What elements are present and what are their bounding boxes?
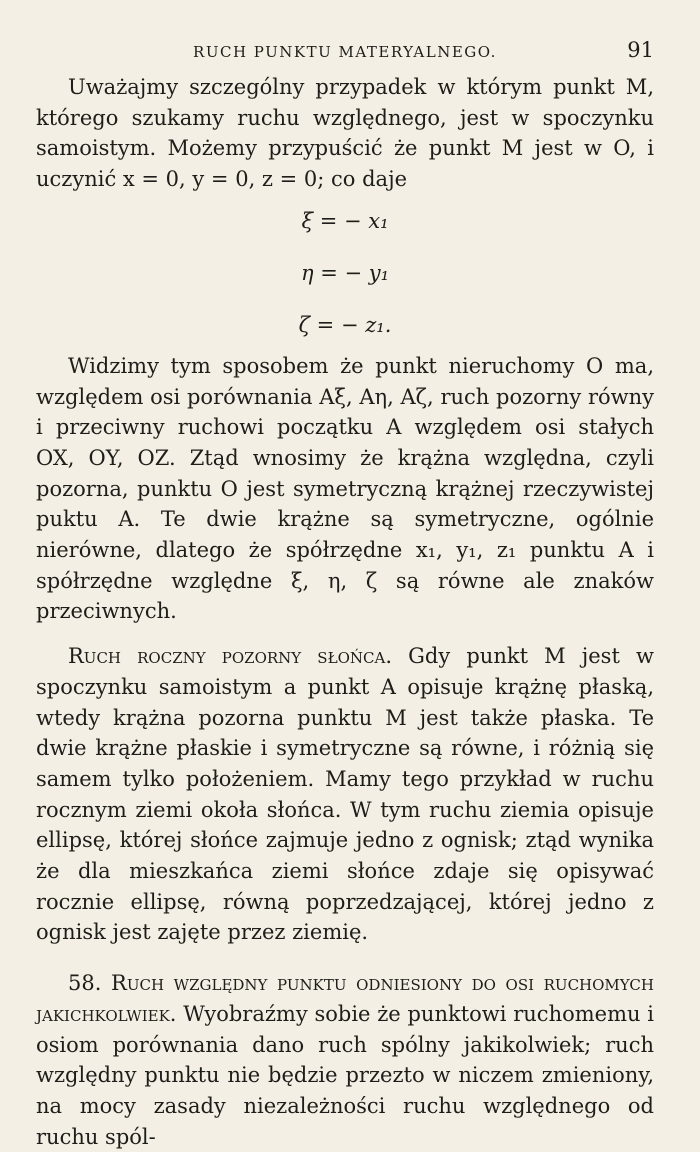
- paragraph-moving-axes: [36, 968, 654, 1152]
- paragraph-symmetric-paths: Widzimy tym sposobem że punkt nieruchomy O ma, względem osi porównania Aξ, Aη, Aζ, ruch pozorny równy i przeciwny ruchowi początku A względem osi stałych OX, OY, OZ. Ztąd wnosimy że krążna względna, czyli pozorna, punktu O jest symetryczną krążnej rzeczywistej puktu A. Te dwie krążne są symetryczne, ogólnie nierówne, dlatego że spółrzędne x₁, y₁, z₁ punktu A i spółrzędne względne ξ, η, ζ są równe ale znaków przeciwnych.: [36, 353, 654, 624]
- paragraph-moving-axes-text: Wyobraźmy sobie że punktowi ruchomemu i osiom porównania dano ruch spólny jakikolwiek; ruch względny punktu nie będzie przezto w niczem zmieniony, na mocy zasady niezależności ruchu względnego od ruchu spól-: [36, 1001, 654, 1149]
- paragraph-sun-motion-text: Gdy punkt M jest w spoczynku samoistym a punkt A opisuje krążnę płaską, wtedy krążna pozorna punktu M jest także płaska. Te dwie krążne płaskie i symetryczne są równe, i różnią się samem tylko położeniem. Mamy tego przykład w ruchu rocznym ziemi okoła słońca. W tym ruchu ziemia opisuje ellipsę, której słońce zajmuje jedno z ognisk; ztąd wynika że dla mieszkańca ziemi słońce zdaje się opisywać rocznie ellipsę, równą poprzedzającej, której jedno z ognisk jest zajęte przez ziemię.: [36, 644, 654, 945]
- section-heading-moving-axes: Ruch względny punktu odniesiony do osi ruchomych jakichkolwiek.: [36, 971, 654, 1026]
- equation-zeta: ζ = − z₁.: [298, 312, 392, 337]
- section-number: 58.: [68, 971, 102, 996]
- running-head: RUCH PUNKTU MATERYALNEGO.: [193, 43, 497, 61]
- section-heading-sun-motion: Ruch roczny pozorny słońca.: [68, 644, 393, 669]
- page-header: [36, 38, 654, 66]
- equation-xi: ξ = − x₁: [301, 208, 389, 233]
- equation-eta: η = − y₁: [300, 260, 390, 285]
- paragraph-stationary-point: Uważajmy szczególny przypadek w którym punkt M, którego szukamy ruchu względnego, jest w spoczynku samoistym. Możemy przypuścić że punkt M jest w O, i uczynić x = 0, y = 0, z = 0; co daje: [36, 75, 654, 192]
- page-number: 91: [627, 38, 654, 62]
- book-page: [36, 38, 654, 1152]
- paragraph-sun-motion: [36, 641, 654, 948]
